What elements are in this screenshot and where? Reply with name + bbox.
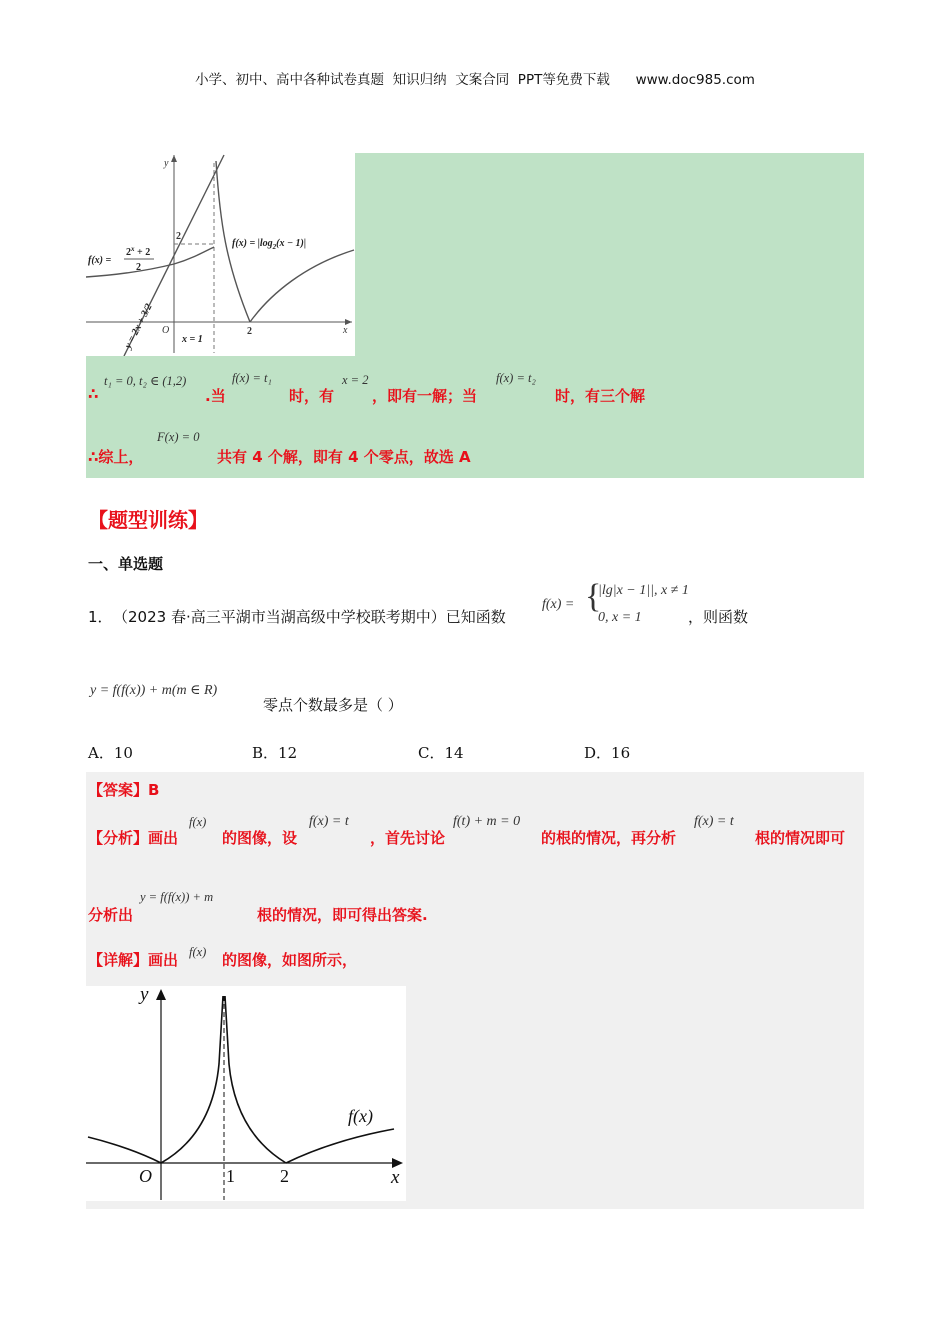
fig1-origin: O xyxy=(162,325,170,336)
therefore-2: ∴综上， xyxy=(88,448,144,466)
analysis-part1: 的图像，设 xyxy=(222,829,298,847)
fig2-tick-1: 1 xyxy=(226,1166,235,1186)
F-eq-0: F(x) = 0 xyxy=(157,430,200,444)
f-eq-t2: f(x) = t₂ xyxy=(496,371,536,385)
analysis-y-expr: y = f(f(x)) + m xyxy=(140,890,214,904)
analysis-part2: ，首先讨论 xyxy=(370,829,446,847)
x-eq-2: x = 2 xyxy=(342,373,369,387)
question-ask: 零点个数最多是（ ） xyxy=(263,696,403,714)
shi-you: 时，有 xyxy=(289,387,335,405)
fig1-f-left-den: 2 xyxy=(136,262,141,273)
answer-label: 【答案】B xyxy=(88,781,160,799)
section-title: 【题型训练】 xyxy=(88,508,208,532)
header-site: www.doc985.com xyxy=(635,72,755,88)
func-brace: { xyxy=(585,578,602,615)
option-c[interactable]: C．14 xyxy=(418,744,464,762)
page-header xyxy=(0,68,950,88)
fig1-y-label: y xyxy=(164,158,169,169)
analysis-f-eq-t-b: f(x) = t xyxy=(694,814,734,829)
option-b[interactable]: B．12 xyxy=(252,744,298,762)
three-solutions: 时，有三个解 xyxy=(555,387,646,405)
func-lhs: f(x) = xyxy=(542,597,575,612)
question-then: ，则函数 xyxy=(688,608,749,626)
fig2-origin: O xyxy=(139,1166,152,1186)
fig1-y-arrow xyxy=(171,155,177,162)
analysis-line2-a: 分析出 xyxy=(88,906,134,924)
analysis-fx: f(x) xyxy=(189,815,207,829)
one-solution: ，即有一解；当 xyxy=(372,387,478,405)
fig1-tick-y2: 2 xyxy=(176,231,181,242)
func-case-1: |lg|x − 1||, x ≠ 1 xyxy=(598,583,689,598)
fig2-curve-label: f(x) xyxy=(348,1106,373,1126)
fig1-x-label: x xyxy=(343,325,348,336)
func-case-2: 0, x = 1 xyxy=(598,610,642,625)
fig1-tick-x2: 2 xyxy=(247,326,252,337)
fig2-curve-left xyxy=(88,1137,161,1163)
detail-fx: f(x) xyxy=(189,945,207,959)
figure-2-svg xyxy=(86,986,406,1201)
subsection-title: 一、单选题 xyxy=(88,555,164,573)
fig1-f-left-num: $2^x + 2$ xyxy=(126,245,151,258)
summary: 共有 4 个解，即有 4 个零点，故选 A xyxy=(217,448,471,466)
fig2-y-arrow xyxy=(156,989,166,1000)
fig1-f-right: $f(x) = |\log_2(x - 1)|$ xyxy=(232,238,307,251)
fig1-line-label: y = 2x + 3/2 xyxy=(122,302,155,351)
fig2-curve-mid-right xyxy=(225,996,286,1163)
fig2-curve-mid-left xyxy=(161,996,223,1163)
option-d[interactable]: D．16 xyxy=(584,744,631,762)
fig1-log-right xyxy=(250,250,354,322)
header-text: 小学、初中、高中各种试卷真题 知识归纳 文案合同 PPT等免费下载 xyxy=(195,72,610,88)
analysis-part4: 根的情况即可 xyxy=(755,829,846,847)
fig2-curve-right xyxy=(286,1129,394,1163)
figure-1 xyxy=(86,153,355,356)
analysis-part3: 的根的情况，再分析 xyxy=(541,829,677,847)
question-y-expr: y = f(f(x)) + m(m ∈ R) xyxy=(90,683,218,698)
fig2-y-label: y xyxy=(140,986,149,1005)
f-eq-t1: f(x) = t₁ xyxy=(232,371,272,385)
detail-label: 【详解】画出 xyxy=(88,951,179,969)
figure-1-svg xyxy=(86,153,355,356)
detail-rest: 的图像，如图所示， xyxy=(222,951,358,969)
fig2-x-label: x xyxy=(391,1167,400,1188)
fig1-f-left: f(x) = xyxy=(88,255,112,266)
fig1-x-eq-1: x = 1 xyxy=(182,334,203,345)
analysis-line2-b: 根的情况，即可得出答案. xyxy=(257,906,428,924)
analysis-label: 【分析】画出 xyxy=(88,829,179,847)
figure-2 xyxy=(86,986,406,1201)
question-source: （2023 春·高三平湖市当湖高级中学校联考期中）已知函数 xyxy=(113,608,506,626)
option-a[interactable]: A．10 xyxy=(88,744,133,762)
dang-1: .当 xyxy=(205,387,226,405)
fig2-tick-2: 2 xyxy=(280,1166,289,1186)
t-values: t₁ = 0, t₂ ∈ (1,2) xyxy=(104,374,187,388)
analysis-f-eq-t: f(x) = t xyxy=(309,814,349,829)
therefore-1: ∴ xyxy=(88,385,99,403)
question-number: 1． xyxy=(88,608,113,626)
analysis-ft-m: f(t) + m = 0 xyxy=(453,814,521,829)
